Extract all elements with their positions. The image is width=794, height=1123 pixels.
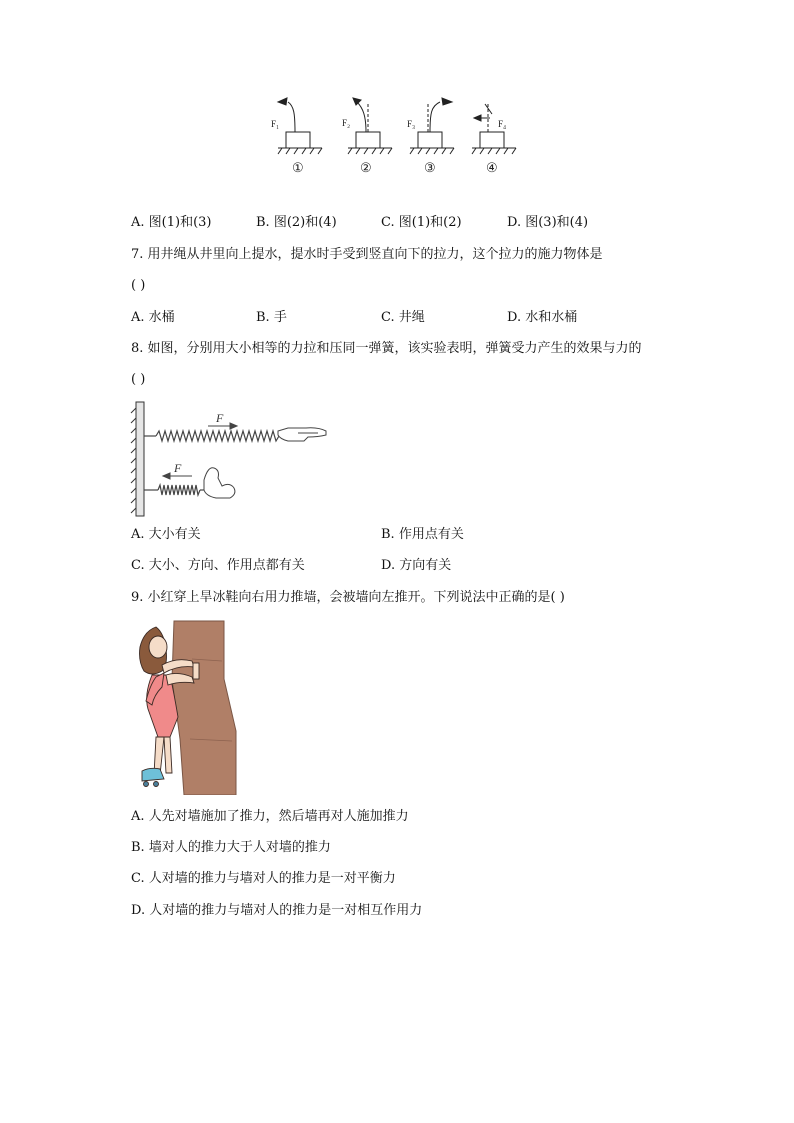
q8-wall [131,402,144,516]
q8-option-b: B. 作用点有关 [381,527,464,542]
q7-stem: 7. 用井绳从井里向上提水，提水时手受到竖直向下的拉力，这个拉力的施力物体是 [131,247,603,262]
q8-label-f-bottom: F [174,461,182,475]
q6-number-4: ④ [486,160,498,175]
q9-girl-pushing-wall-illustration [132,619,238,795]
q9-option-c: C. 人对墙的推力与墙对人的推力是一对平衡力 [131,871,396,886]
q8-compressed-spring [144,485,206,495]
q7-answer-paren: ( ) [131,278,146,293]
q8-pulling-hand [278,428,326,441]
q8-stretched-spring [144,431,279,441]
q7-option-a: A. 水桶 [131,310,175,325]
q6-label-f1: F₁ [271,119,280,129]
q8-stem: 8. 如图，分别用大小相等的力拉和压同一弹簧，该实验表明，弹簧受力产生的效果与力的 [131,341,642,356]
q8-option-a: A. 大小有关 [131,527,201,542]
q6-option-b: B. 图(2)和(4) [256,215,337,230]
q7-option-b: B. 手 [256,310,287,325]
q6-number-2: ② [360,160,372,175]
q6-fig-3 [410,98,454,154]
q6-number-1: ① [292,160,304,175]
q6-option-a: A. 图(1)和(3) [131,215,212,230]
q8-option-c: C. 大小、方向、作用点都有关 [131,558,305,573]
q8-option-d: D. 方向有关 [381,558,452,573]
q9-wall [172,621,236,795]
q9-stem: 9. 小红穿上旱冰鞋向右用力推墙，会被墙向左推开。下列说法中正确的是( ) [131,590,565,605]
q6-option-d: D. 图(3)和(4) [507,215,589,230]
q8-label-f-top: F [216,411,224,425]
q6-fig-2 [348,98,392,154]
q6-label-f4: F₄ [498,119,507,129]
q7-option-d: D. 水和水桶 [507,310,578,325]
q9-option-a: A. 人先对墙施加了推力，然后墙再对人施加推力 [131,809,409,824]
q6-number-3: ③ [424,160,436,175]
q6-label-f2: F₂ [342,118,351,128]
q6-force-diagram [268,92,530,178]
q6-label-f3: F₃ [407,119,416,129]
q8-answer-paren: ( ) [131,372,146,387]
q9-option-b: B. 墙对人的推力大于人对墙的推力 [131,840,331,855]
q6-option-c: C. 图(1)和(2) [381,215,462,230]
q8-pushing-hand [204,468,235,498]
q8-spring-figure [128,400,332,518]
q7-option-c: C. 井绳 [381,310,425,325]
q9-option-d: D. 人对墙的推力与墙对人的推力是一对相互作用力 [131,903,423,918]
q6-fig-1 [278,98,322,154]
q6-fig-4 [472,104,516,154]
